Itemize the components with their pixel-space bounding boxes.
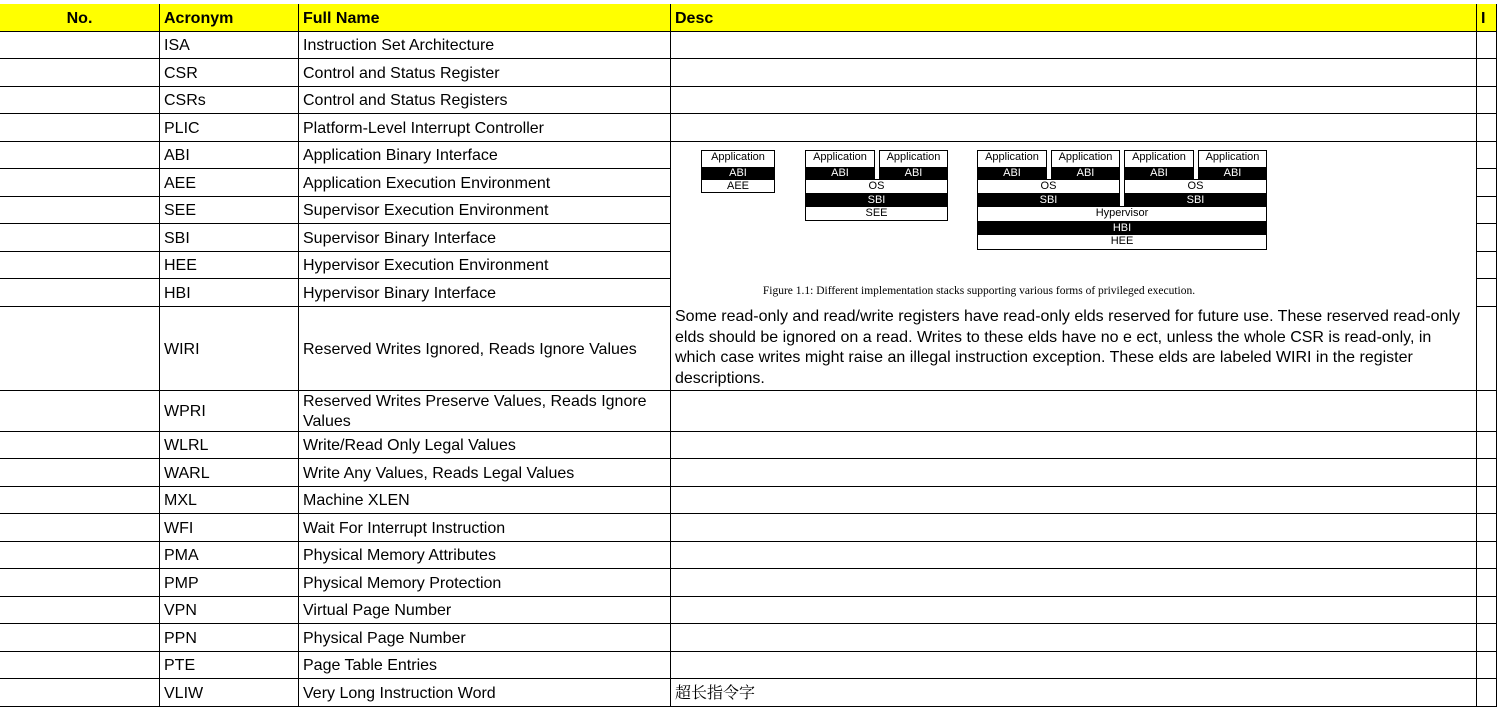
extra-cell[interactable] [1477,652,1497,679]
full-name-cell[interactable]: Very Long Instruction Word [299,679,671,707]
acronym-cell[interactable]: VLIW [160,679,299,707]
no-cell[interactable] [0,391,160,432]
acronym-cell[interactable]: WARL [160,459,299,487]
full-name-cell[interactable]: Application Binary Interface [299,142,671,169]
acronym-cell[interactable]: PMA [160,542,299,569]
no-cell[interactable] [0,597,160,624]
desc-cell[interactable]: 超长指令字 [671,679,1477,707]
no-cell[interactable] [0,32,160,59]
no-cell[interactable] [0,252,160,279]
desc-cell[interactable] [671,87,1477,114]
acronym-cell[interactable]: VPN [160,597,299,624]
full-name-cell[interactable]: Control and Status Register [299,59,671,87]
fig-app-box: Application [805,150,875,168]
acronym-cell[interactable]: ISA [160,32,299,59]
acronym-cell[interactable]: MXL [160,487,299,514]
acronym-cell[interactable]: WFI [160,514,299,542]
header-extra[interactable]: I [1477,4,1497,32]
acronym-cell[interactable]: HBI [160,279,299,307]
no-cell[interactable] [0,169,160,197]
extra-cell[interactable] [1477,252,1497,279]
fig-app-box: Application [879,150,948,168]
full-name-cell[interactable]: Write Any Values, Reads Legal Values [299,459,671,487]
desc-cell[interactable] [671,391,1477,432]
desc-cell[interactable] [671,432,1477,459]
extra-cell[interactable] [1477,307,1497,391]
full-name-cell[interactable]: Platform-Level Interrupt Controller [299,114,671,142]
desc-cell[interactable]: Some read-only and read/write registers have read-only elds reserved for future use. These reserved read-only elds should be ignored on a read. Writes to these elds have no e ect, unless the whole CSR is read-only, in which case writes might raise an illegal instruction exception. These elds are labeled WIRI in the register descriptions. [671,307,1477,391]
full-name-cell[interactable]: Physical Page Number [299,624,671,652]
acronym-cell[interactable]: PPN [160,624,299,652]
desc-cell[interactable] [671,59,1477,87]
fig-abi-bar: ABI [1051,167,1120,179]
full-name-cell[interactable]: Supervisor Binary Interface [299,224,671,252]
acronym-cell[interactable]: HEE [160,252,299,279]
acronym-cell[interactable]: SBI [160,224,299,252]
no-cell[interactable] [0,569,160,597]
full-name-cell[interactable]: Application Execution Environment [299,169,671,197]
figure-caption: Figure 1.1: Different implementation stacks supporting various forms of privileged execution. [762,285,1196,297]
full-name-cell[interactable]: Instruction Set Architecture [299,32,671,59]
desc-cell[interactable] [671,514,1477,542]
fig-sbi-bar: SBI [977,194,1120,206]
extra-cell[interactable] [1477,514,1497,542]
no-cell[interactable] [0,307,160,391]
desc-cell[interactable] [671,542,1477,569]
fig-aee-box: AEE [701,179,775,193]
no-cell[interactable] [0,542,160,569]
extra-cell[interactable] [1477,487,1497,514]
header-desc[interactable]: Desc [671,4,1477,32]
fig-abi-bar: ABI [1124,167,1194,179]
fig-app-box: Application [977,150,1047,168]
extra-cell[interactable] [1477,459,1497,487]
acronym-cell[interactable]: CSRs [160,87,299,114]
no-cell[interactable] [0,514,160,542]
desc-cell[interactable] [671,32,1477,59]
full-name-cell[interactable]: Machine XLEN [299,487,671,514]
header-acronym[interactable]: Acronym [160,4,299,32]
full-name-cell[interactable]: Virtual Page Number [299,597,671,624]
full-name-cell[interactable]: Write/Read Only Legal Values [299,432,671,459]
fig-abi-bar: ABI [1198,167,1267,179]
extra-cell[interactable] [1477,142,1497,169]
extra-cell[interactable] [1477,59,1497,87]
acronym-cell[interactable]: PLIC [160,114,299,142]
fig-app-box: Application [1051,150,1120,168]
acronym-cell[interactable]: PTE [160,652,299,679]
fig-os-box: OS [977,179,1120,194]
fig-abi-bar: ABI [977,167,1047,179]
no-cell[interactable] [0,487,160,514]
no-cell[interactable] [0,279,160,307]
extra-cell[interactable] [1477,114,1497,142]
header-no[interactable]: No. [0,4,160,32]
no-cell[interactable] [0,652,160,679]
desc-cell[interactable] [671,597,1477,624]
no-cell[interactable] [0,197,160,224]
fig-see-box: SEE [805,206,948,221]
fig-abi-bar: ABI [805,167,875,179]
extra-cell[interactable] [1477,87,1497,114]
full-name-cell[interactable]: Page Table Entries [299,652,671,679]
extra-cell[interactable] [1477,169,1497,197]
acronym-cell[interactable]: WIRI [160,307,299,391]
no-cell[interactable] [0,432,160,459]
full-name-cell[interactable]: Hypervisor Execution Environment [299,252,671,279]
full-name-cell[interactable]: Physical Memory Attributes [299,542,671,569]
fig-app-box: Application [1124,150,1194,168]
desc-cell[interactable] [671,114,1477,142]
full-name-cell[interactable]: Control and Status Registers [299,87,671,114]
acronym-cell[interactable]: CSR [160,59,299,87]
no-cell[interactable] [0,224,160,252]
fig-hypervisor-box: Hypervisor [977,206,1267,222]
fig-app-box: Application [1198,150,1267,168]
desc-cell[interactable] [671,459,1477,487]
fig-abi-bar: ABI [701,167,775,179]
desc-cell[interactable] [671,569,1477,597]
acronym-cell[interactable]: WPRI [160,391,299,432]
extra-cell[interactable] [1477,279,1497,307]
fig-sbi-bar: SBI [805,194,948,206]
fig-hee-box: HEE [977,234,1267,250]
full-name-cell[interactable]: Hypervisor Binary Interface [299,279,671,307]
fig-os-box: OS [1124,179,1267,194]
fig-sbi-bar: SBI [1124,194,1267,206]
no-cell[interactable] [0,142,160,169]
no-cell[interactable] [0,114,160,142]
extra-cell[interactable] [1477,197,1497,224]
extra-cell[interactable] [1477,569,1497,597]
no-cell[interactable] [0,459,160,487]
acronym-cell[interactable]: WLRL [160,432,299,459]
no-cell[interactable] [0,87,160,114]
acronym-cell[interactable]: ABI [160,142,299,169]
extra-cell[interactable] [1477,391,1497,432]
no-cell[interactable] [0,59,160,87]
desc-cell[interactable] [671,624,1477,652]
extra-cell[interactable] [1477,224,1497,252]
desc-cell[interactable] [671,652,1477,679]
desc-cell[interactable] [671,487,1477,514]
extra-cell[interactable] [1477,542,1497,569]
acronym-cell[interactable]: AEE [160,169,299,197]
header-full-name[interactable]: Full Name [299,4,671,32]
full-name-cell[interactable]: Supervisor Execution Environment [299,197,671,224]
fig-hbi-bar: HBI [977,222,1267,234]
acronym-cell[interactable]: SEE [160,197,299,224]
extra-cell[interactable] [1477,624,1497,652]
privilege-stack-figure [682,142,1276,304]
full-name-cell[interactable]: Reserved Writes Preserve Values, Reads Ignore Values [299,391,671,432]
extra-cell[interactable] [1477,432,1497,459]
acronym-cell[interactable]: PMP [160,569,299,597]
extra-cell[interactable] [1477,597,1497,624]
no-cell[interactable] [0,679,160,707]
full-name-cell[interactable]: Reserved Writes Ignored, Reads Ignore Values [299,307,671,391]
fig-abi-bar: ABI [879,167,948,179]
full-name-cell[interactable]: Wait For Interrupt Instruction [299,514,671,542]
extra-cell[interactable] [1477,32,1497,59]
fig-os-box: OS [805,179,948,194]
no-cell[interactable] [0,624,160,652]
fig-app-box: Application [701,150,775,168]
extra-cell[interactable] [1477,679,1497,707]
full-name-cell[interactable]: Physical Memory Protection [299,569,671,597]
